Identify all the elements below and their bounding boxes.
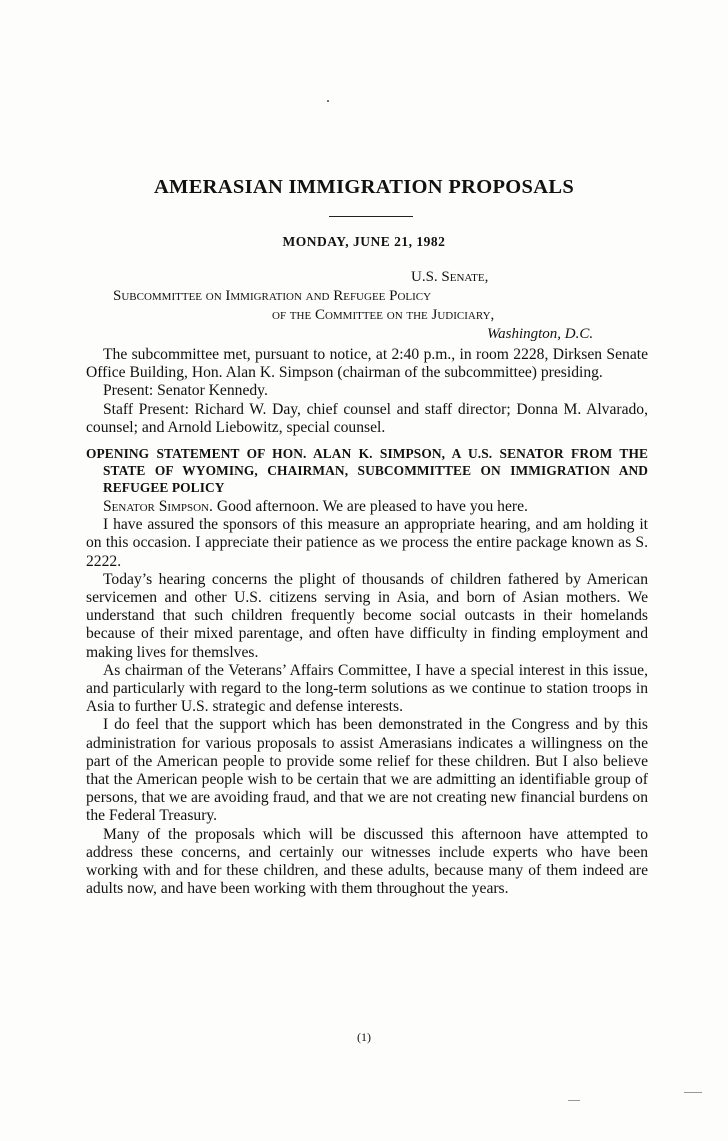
- section-heading: OPENING STATEMENT OF HON. ALAN K. SIMPSON, A U.S. SENATOR FROM THE STATE OF WYOMING, CHAIRMAN, SUBCOMMITTEE ON IMMIGRATION AND REFUGEE POLICY: [86, 446, 648, 496]
- speaker-name: Senator Simpson.: [103, 498, 213, 516]
- statement-text-1: Good afternoon. We are pleased to have you here.: [216, 498, 528, 516]
- intro-paragraph: The subcommittee met, pursuant to notice, at 2:40 p.m., in room 2228, Dirksen Senate Office Building, Hon. Alan K. Simpson (chairman of the subcommittee) presiding.: [86, 346, 648, 382]
- scan-mark: [568, 1100, 580, 1101]
- statement-paragraph-3: Today’s hearing concerns the plight of thousands of children fathered by American servicemen and other U.S. citizens serving in Asia, and born of Asian mothers. We understand that such children frequently become social outcasts in their homelands because of their mixed parentage, and often have difficulty in finding employment and making lives for themslves.: [86, 570, 648, 661]
- speck: [327, 100, 329, 102]
- document-body: [86, 346, 648, 898]
- scan-mark: [684, 1092, 702, 1093]
- statement-paragraph-1: [86, 498, 648, 516]
- document-title: AMERASIAN IMMIGRATION PROPOSALS: [153, 176, 575, 198]
- statement-paragraph-2: I have assured the sponsors of this measure an appropriate hearing, and am holding it on this occasion. I appreciate their patience as we process the entire package known as S. 2222.: [86, 516, 648, 570]
- address-committee: of the Committee on the Judiciary,: [272, 307, 495, 323]
- address-location: Washington, D.C.: [487, 326, 594, 342]
- hearing-date: MONDAY, JUNE 21, 1982: [282, 234, 446, 249]
- statement-paragraph-5: I do feel that the support which has been demonstrated in the Congress and by this administration for various proposals to assist Amerasians indicates a willingness on the part of the American people to provide some relief for these children. But I also believe that the American people wish to be certain that we are admitting an identifiable group of persons, that we are avoiding fraud, and that we are not creating new financial burdens on the Federal Treasury.: [86, 716, 648, 825]
- address-senate: U.S. Senate,: [411, 269, 489, 285]
- statement-paragraph-4: As chairman of the Veterans’ Affairs Committee, I have a special interest in this issue, and particularly with regard to the long-term solutions as we continue to station troops in Asia to further U.S. strategic and defense interests.: [86, 661, 648, 716]
- intro-present: Present: Senator Kennedy.: [103, 382, 268, 400]
- page-number: (1): [357, 1030, 371, 1044]
- intro-staff: Staff Present: Richard W. Day, chief counsel and staff director; Donna M. Alvarado, counsel; and Arnold Liebowitz, special counsel.: [86, 400, 648, 436]
- address-subcommittee: Subcommittee on Immigration and Refugee Policy: [113, 288, 432, 304]
- statement-paragraph-6: Many of the proposals which will be discussed this afternoon have attempted to address these concerns, and certainly our witnesses include experts who have been working with and for these children, and these adults, because many of them indeed are adults now, and have been working with them throughout the years.: [86, 825, 648, 898]
- title-rule: [329, 216, 413, 217]
